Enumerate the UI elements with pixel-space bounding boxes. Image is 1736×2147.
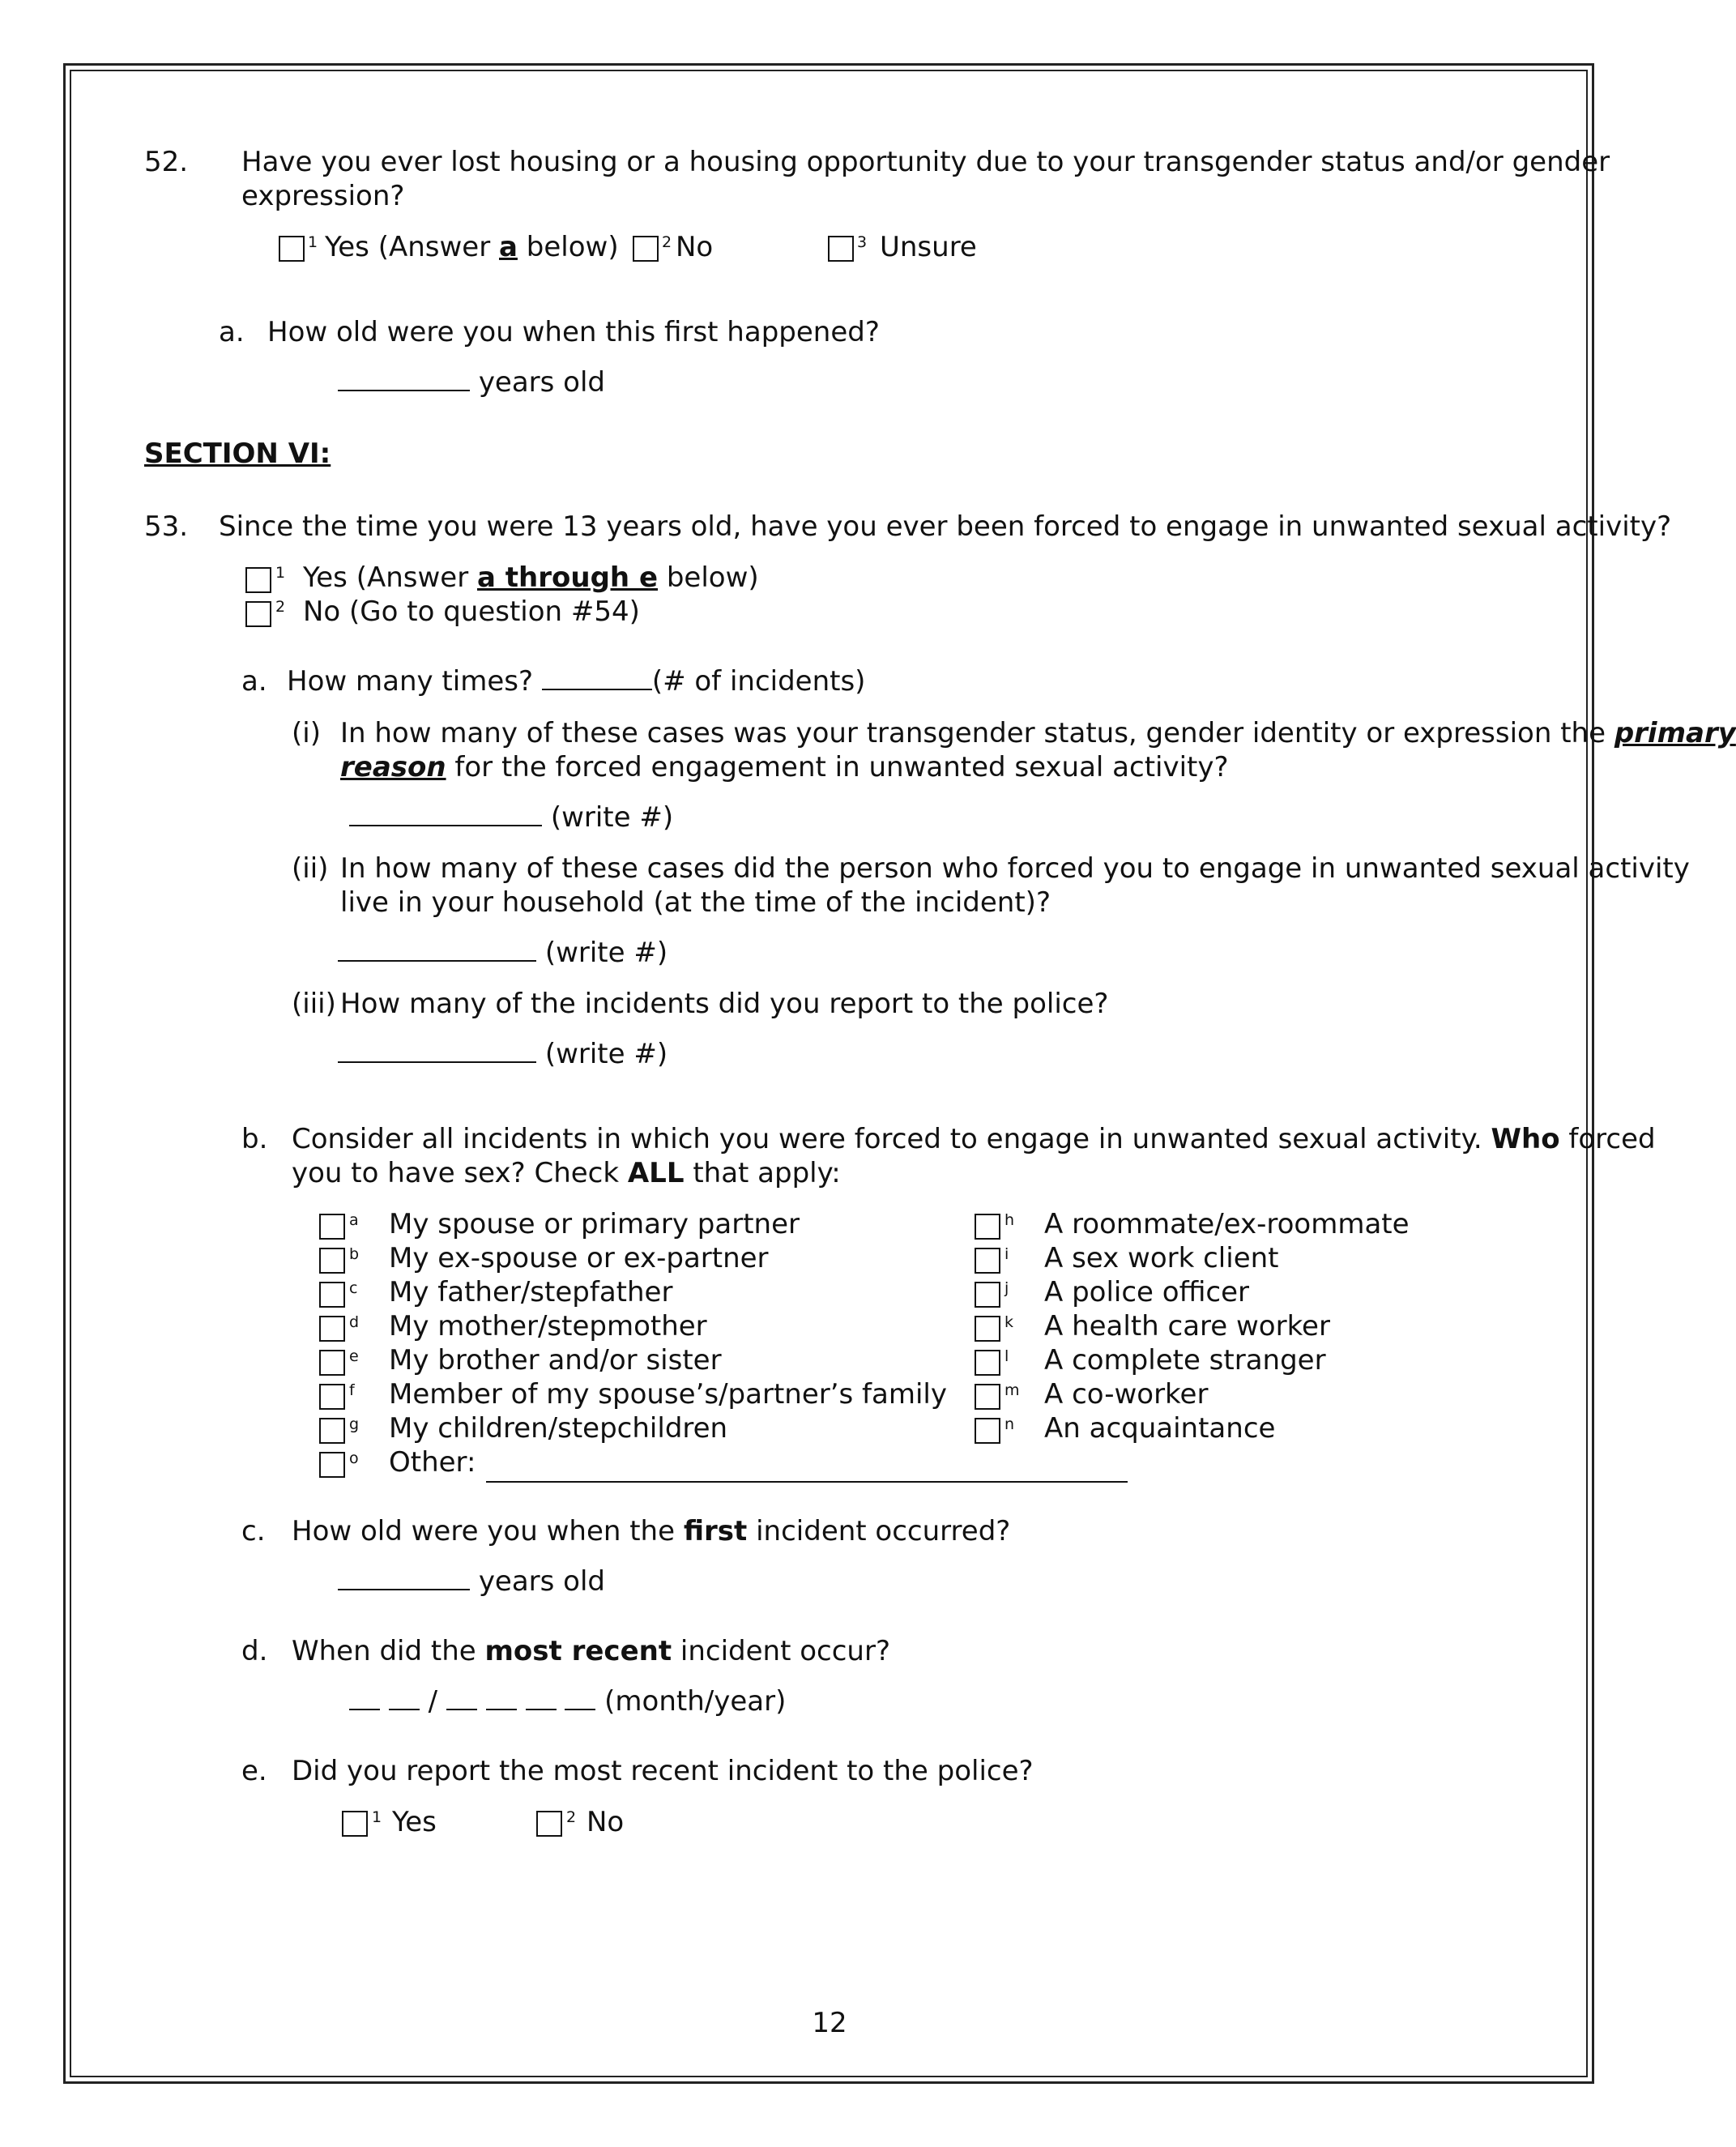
q52-yes-code: 1 xyxy=(308,233,318,251)
q53a-iii-answer: (write #) xyxy=(338,1037,668,1071)
q53-no-checkbox[interactable] xyxy=(245,601,271,627)
q53-no-label: No (Go to question #54) xyxy=(303,595,640,628)
q53b-option-d-label: My mother/stepmother xyxy=(389,1310,707,1342)
q52a-text: How old were you when this first happened? xyxy=(267,316,880,348)
q53b-option-e-label: My brother and/or sister xyxy=(389,1344,722,1377)
q53d-year-blank-2[interactable] xyxy=(486,1684,517,1710)
q53b-option-other-label: Other: xyxy=(389,1446,476,1479)
q53b-option-b-checkbox[interactable] xyxy=(319,1248,345,1274)
q53b-option-i-label: A sex work client xyxy=(1044,1242,1279,1274)
q53b-option-d-checkbox[interactable] xyxy=(319,1316,345,1342)
q53b-option-e-checkbox[interactable] xyxy=(319,1350,345,1376)
q53d-year-blank-4[interactable] xyxy=(565,1684,595,1710)
q53a-text: How many times? (# of incidents) xyxy=(287,665,866,698)
q53d-text: When did the most recent incident occur? xyxy=(292,1635,890,1667)
q53b-option-f-label: Member of my spouse’s/partner’s family xyxy=(389,1378,947,1411)
q53a-ii-num: (ii) xyxy=(292,852,329,885)
q53c-letter: c. xyxy=(241,1515,266,1547)
q53b-option-a-label: My spouse or primary partner xyxy=(389,1208,800,1240)
q53b-option-c-checkbox[interactable] xyxy=(319,1282,345,1308)
q53e-yes-checkbox[interactable] xyxy=(342,1811,368,1837)
q53b-option-i-code: i xyxy=(1004,1245,1009,1263)
q53b-option-j-code: j xyxy=(1004,1279,1009,1297)
q53b-option-m-code: m xyxy=(1004,1381,1020,1399)
q53b-option-other-checkbox[interactable] xyxy=(319,1452,345,1478)
q53b-option-b-code: b xyxy=(349,1245,360,1263)
q53a-count-blank[interactable] xyxy=(542,664,652,690)
q53e-no-code: 2 xyxy=(566,1808,577,1826)
q53b-line2: you to have sex? Check ALL that apply: xyxy=(292,1157,841,1189)
q53b-option-l-checkbox[interactable] xyxy=(975,1350,1000,1376)
q53b-letter: b. xyxy=(241,1123,268,1155)
q53b-option-g-checkbox[interactable] xyxy=(319,1418,345,1444)
q53a-i-num: (i) xyxy=(292,717,321,749)
q53-yes-code: 1 xyxy=(275,564,286,582)
q53b-option-j-checkbox[interactable] xyxy=(975,1282,1000,1308)
q53b-option-d-code: d xyxy=(349,1313,360,1331)
q53b-option-m-checkbox[interactable] xyxy=(975,1384,1000,1410)
q53b-option-b-label: My ex-spouse or ex-partner xyxy=(389,1242,769,1274)
q53d-month-blank-2[interactable] xyxy=(389,1684,420,1710)
q53a-i-line1: In how many of these cases was your transgender status, gender identity or expression the primary xyxy=(340,717,1736,749)
q53b-option-a-checkbox[interactable] xyxy=(319,1214,345,1240)
q53b-option-l-code: l xyxy=(1004,1347,1009,1365)
q52-unsure-code: 3 xyxy=(857,233,868,251)
q52-number: 52. xyxy=(144,146,189,178)
q53b-option-n-checkbox[interactable] xyxy=(975,1418,1000,1444)
q53b-option-g-code: g xyxy=(349,1415,360,1433)
q52-no-checkbox[interactable] xyxy=(633,236,659,262)
q53e-text: Did you report the most recent incident to the police? xyxy=(292,1755,1034,1787)
q53a-ii-blank[interactable] xyxy=(338,936,536,962)
q52a-answer: years old xyxy=(338,365,605,399)
q52-text-line1: Have you ever lost housing or a housing opportunity due to your transgender status and/or gender xyxy=(241,146,1610,178)
q53e-no-label: No xyxy=(586,1806,625,1838)
q53b-option-m-label: A co-worker xyxy=(1044,1378,1209,1411)
q53b-option-c-label: My father/stepfather xyxy=(389,1276,673,1308)
page-number: 12 xyxy=(812,2007,847,2039)
q53b-option-j-label: A police officer xyxy=(1044,1276,1250,1308)
q53a-ii-line1: In how many of these cases did the person who forced you to engage in unwanted sexual activity xyxy=(340,852,1690,885)
q53a-iii-num: (iii) xyxy=(292,988,336,1020)
q53c-answer: years old xyxy=(338,1564,605,1599)
q53b-option-other-code: o xyxy=(349,1449,359,1467)
q52-unsure-label: Unsure xyxy=(880,231,977,263)
q53-yes-checkbox[interactable] xyxy=(245,567,271,593)
q53e-no-checkbox[interactable] xyxy=(536,1811,562,1837)
q53b-line1: Consider all incidents in which you were forced to engage in unwanted sexual activity. Who forced xyxy=(292,1123,1656,1155)
q53d-year-blank-3[interactable] xyxy=(526,1684,557,1710)
q53d-answer: / (month/year) xyxy=(349,1684,786,1718)
q53e-yes-label: Yes xyxy=(392,1806,437,1838)
q53d-month-blank-1[interactable] xyxy=(349,1684,380,1710)
q52-unsure-checkbox[interactable] xyxy=(828,236,854,262)
q53a-i-line2: reason for the forced engagement in unwanted sexual activity? xyxy=(340,751,1229,783)
q53a-ii-line2: live in your household (at the time of the incident)? xyxy=(340,886,1051,919)
q53c-text: How old were you when the first incident occurred? xyxy=(292,1515,1011,1547)
q52-yes-checkbox[interactable] xyxy=(279,236,305,262)
q53b-option-n-code: n xyxy=(1004,1415,1015,1433)
q53-no-code: 2 xyxy=(275,598,286,616)
q52-no-label: No xyxy=(676,231,714,263)
q53b-option-e-code: e xyxy=(349,1347,359,1365)
q53b-option-h-checkbox[interactable] xyxy=(975,1214,1000,1240)
q53-text: Since the time you were 13 years old, have you ever been forced to engage in unwanted sexual activity? xyxy=(219,510,1672,543)
q52-no-code: 2 xyxy=(662,233,672,251)
q53b-option-f-checkbox[interactable] xyxy=(319,1384,345,1410)
q53b-option-f-code: f xyxy=(349,1381,355,1399)
q53a-i-answer: (write #) xyxy=(349,800,673,834)
q53b-option-g-label: My children/stepchildren xyxy=(389,1412,728,1445)
q53b-option-k-label: A health care worker xyxy=(1044,1310,1330,1342)
q53c-age-blank[interactable] xyxy=(338,1564,470,1590)
q53b-option-h-label: A roommate/ex-roommate xyxy=(1044,1208,1410,1240)
q53a-letter: a. xyxy=(241,665,267,698)
q53a-ii-answer: (write #) xyxy=(338,936,668,970)
q53b-option-c-code: c xyxy=(349,1279,358,1297)
q53a-iii-blank[interactable] xyxy=(338,1037,536,1063)
q53d-year-blank-1[interactable] xyxy=(446,1684,477,1710)
q53-yes-label: Yes (Answer a through e below) xyxy=(303,561,759,594)
section-title: SECTION VI: xyxy=(144,438,331,470)
q53b-option-k-code: k xyxy=(1004,1313,1014,1331)
q52a-age-blank[interactable] xyxy=(338,365,470,391)
q53b-option-i-checkbox[interactable] xyxy=(975,1248,1000,1274)
q52a-letter: a. xyxy=(219,316,245,348)
q53-number: 53. xyxy=(144,510,189,543)
q53b-option-a-code: a xyxy=(349,1211,359,1229)
q53b-other-blank[interactable] xyxy=(486,1457,1128,1483)
q53e-yes-code: 1 xyxy=(372,1808,382,1826)
q52-yes-label: Yes (Answer a below) xyxy=(325,231,619,263)
q53a-iii-line1: How many of the incidents did you report to the police? xyxy=(340,988,1109,1020)
q53b-option-l-label: A complete stranger xyxy=(1044,1344,1326,1377)
q53b-option-k-checkbox[interactable] xyxy=(975,1316,1000,1342)
q53a-i-blank[interactable] xyxy=(349,800,542,826)
q53b-option-n-label: An acquaintance xyxy=(1044,1412,1276,1445)
q53b-option-h-code: h xyxy=(1004,1211,1015,1229)
q53d-letter: d. xyxy=(241,1635,268,1667)
q52-text-line2: expression? xyxy=(241,180,405,212)
q53e-letter: e. xyxy=(241,1755,267,1787)
